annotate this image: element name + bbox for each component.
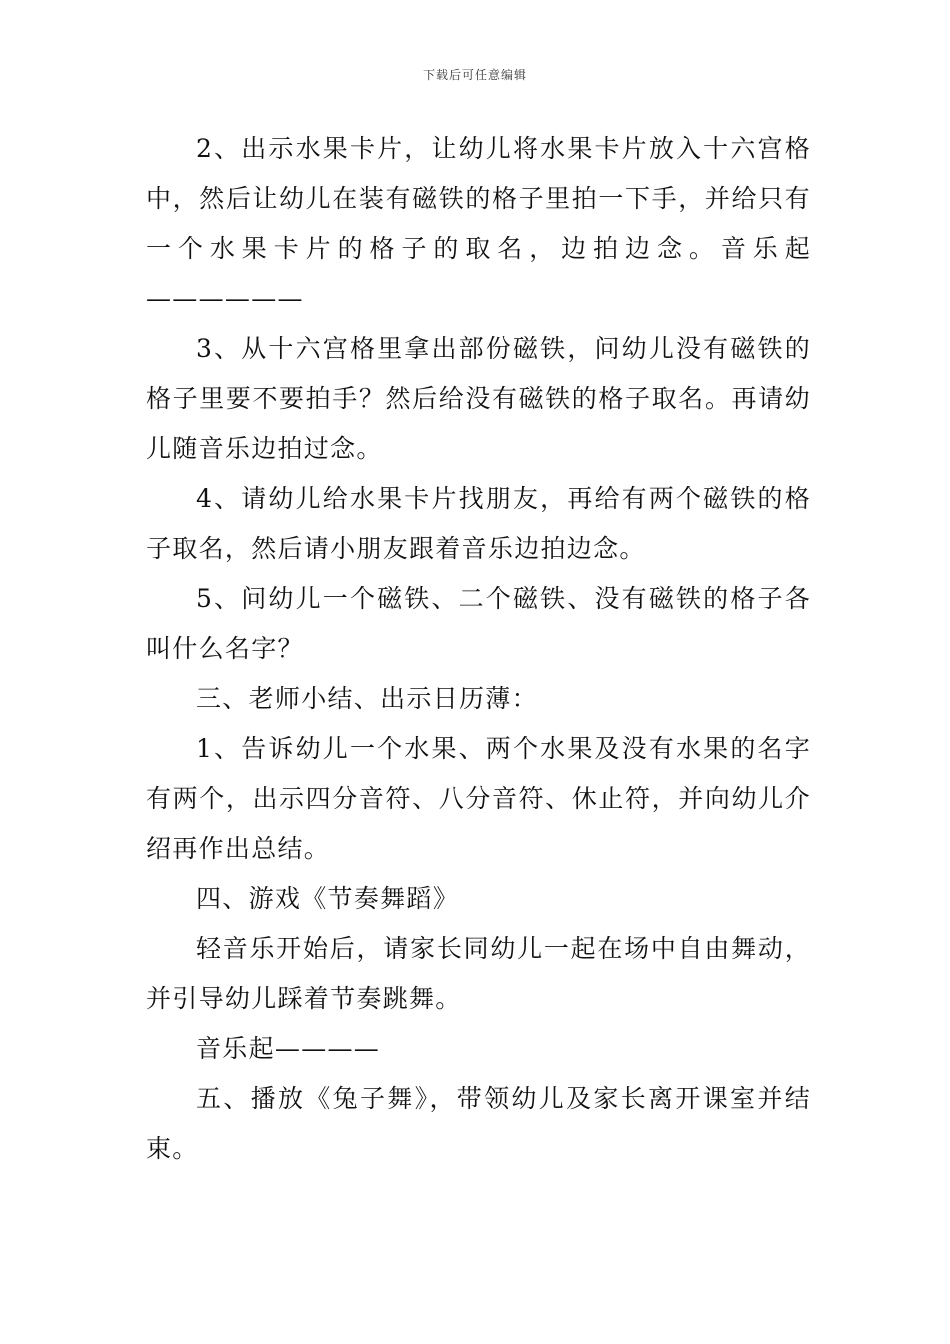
paragraph: 2、出示水果卡片，让幼儿将水果卡片放入十六宫格中，然后让幼儿在装有磁铁的格子里拍一下手，并给只有一个水果卡片的格子的取名，边拍边念。音乐起—————— [146,134,811,313]
paragraph: 音乐起———— [196,1034,381,1063]
paragraph: 4、请幼儿给水果卡片找朋友，再给有两个磁铁的格子取名，然后请小朋友跟着音乐边拍边念。 [146,484,811,563]
paragraph: 5、问幼儿一个磁铁、二个磁铁、没有磁铁的格子各叫什么名字？ [146,584,811,663]
paragraph: 1、告诉幼儿一个水果、两个水果及没有水果的名字有两个，出示四分音符、八分音符、休止符，并向幼儿介绍再作出总结。 [146,734,811,863]
section-heading: 四、游戏《节奏舞蹈》 [196,884,460,913]
paragraph: 3、从十六宫格里拿出部份磁铁，问幼儿没有磁铁的格子里要不要拍手？然后给没有磁铁的格子取名。再请幼儿随音乐边拍过念。 [146,334,811,463]
page-header-note: 下载后可任意编辑 [422,68,527,82]
paragraph: 五、播放《兔子舞》，带领幼儿及家长离开课室并结束。 [146,1084,811,1163]
paragraph: 轻音乐开始后，请家长同幼儿一起在场中自由舞动，并引导幼儿踩着节奏跳舞。 [146,934,811,1013]
section-heading: 三、老师小结、出示日历薄： [196,684,538,713]
document-body [146,124,811,1174]
